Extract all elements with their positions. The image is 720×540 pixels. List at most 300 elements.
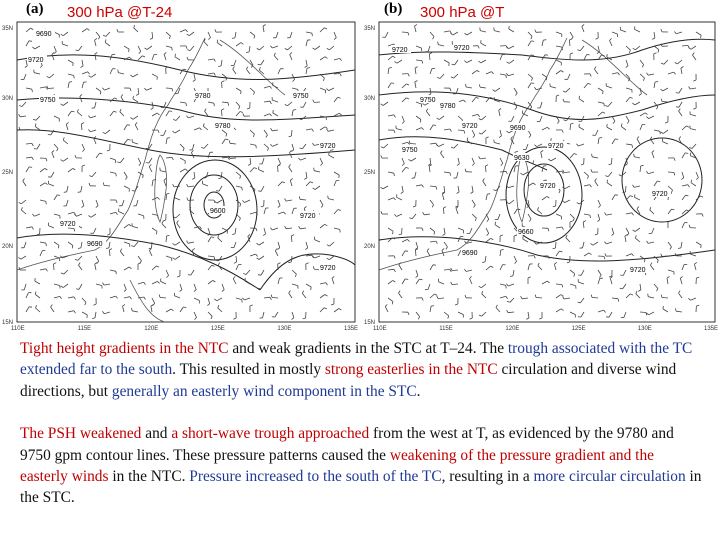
- wind-barb: [509, 200, 514, 204]
- wind-barb-feather: [583, 221, 586, 222]
- wind-barb-feather: [437, 296, 438, 299]
- wind-barb-feather: [32, 157, 34, 160]
- wind-barb: [428, 46, 430, 52]
- wind-barb-feather: [121, 95, 123, 97]
- wind-barb: [458, 116, 463, 120]
- wind-barb-feather: [650, 207, 651, 210]
- wind-barb-feather: [311, 287, 312, 290]
- wind-barb: [20, 116, 26, 117]
- wind-barb-feather: [405, 279, 408, 280]
- wind-barb: [429, 166, 430, 172]
- wind-barb-feather: [609, 164, 612, 165]
- wind-barb: [250, 158, 251, 164]
- wind-barb-feather: [334, 38, 336, 40]
- wind-barb: [444, 31, 450, 32]
- wind-barb-feather: [464, 100, 466, 102]
- wind-barb: [63, 102, 68, 106]
- wind-barb-feather: [479, 61, 481, 63]
- wind-barb-feather: [506, 284, 508, 286]
- wind-barb: [334, 97, 338, 102]
- wind-barb: [598, 112, 603, 116]
- wind-barb-feather: [35, 124, 36, 127]
- wind-barb: [486, 72, 492, 74]
- wind-barb-feather: [559, 190, 560, 193]
- wind-barb-feather: [19, 202, 22, 204]
- wind-barb-feather: [299, 226, 301, 229]
- wind-barb: [606, 214, 612, 215]
- wind-barb-feather: [393, 56, 396, 57]
- wind-barb: [329, 88, 334, 91]
- wind-barb: [332, 278, 334, 284]
- wind-barb: [399, 265, 402, 270]
- wind-barb: [542, 127, 547, 130]
- wind-barb-feather: [473, 135, 475, 137]
- wind-barb: [680, 278, 682, 284]
- wind-barb: [610, 278, 612, 284]
- wind-barb-feather: [157, 197, 159, 199]
- wind-barb: [160, 171, 166, 172]
- wind-barb: [424, 214, 430, 215]
- wind-barb-feather: [576, 144, 578, 146]
- wind-barb-feather: [429, 53, 432, 54]
- wind-barb-feather: [661, 295, 662, 298]
- map-a-wind-barbs: [19, 25, 342, 320]
- wind-barb: [264, 130, 268, 135]
- wind-barb: [481, 43, 486, 46]
- wind-barb: [205, 111, 208, 116]
- wind-barb: [570, 154, 574, 159]
- wind-barb: [272, 130, 278, 131]
- wind-barb: [388, 298, 393, 301]
- wind-barb: [635, 238, 640, 242]
- wind-barb: [175, 256, 180, 259]
- wind-barb: [626, 294, 630, 298]
- lat-label: 30N: [2, 96, 14, 102]
- wind-barb: [466, 270, 472, 272]
- wind-barb-feather: [149, 164, 151, 166]
- wind-barb-feather: [120, 109, 121, 112]
- wind-barb-feather: [670, 247, 672, 250]
- wind-barb: [636, 294, 640, 298]
- wind-barb: [54, 214, 60, 216]
- wind-barb-feather: [207, 304, 209, 306]
- wind-barb-feather: [54, 263, 57, 264]
- wind-barb: [132, 311, 138, 312]
- wind-barb-feather: [183, 307, 186, 308]
- wind-barb: [430, 241, 436, 242]
- wind-barb-feather: [399, 234, 402, 235]
- wind-barb: [430, 265, 433, 270]
- wind-barb-feather: [691, 180, 692, 183]
- wind-barb-feather: [339, 113, 341, 115]
- wind-barb-feather: [124, 290, 126, 292]
- lon-label: 135E: [344, 326, 359, 332]
- wind-barb: [621, 126, 626, 130]
- wind-barb-feather: [233, 276, 235, 278]
- wind-barb-feather: [619, 175, 622, 176]
- wind-barb: [681, 242, 682, 248]
- wind-barb: [334, 181, 336, 187]
- wind-barb-feather: [604, 242, 606, 244]
- wind-barb: [26, 88, 32, 89]
- wind-barb-feather: [291, 235, 294, 236]
- text-segment: The PSH weakened: [20, 425, 142, 443]
- wind-barb-feather: [33, 119, 36, 120]
- wind-barb: [612, 73, 618, 74]
- wind-barb: [334, 228, 340, 230]
- wind-barb: [138, 158, 141, 163]
- wind-barb-feather: [102, 88, 104, 90]
- wind-barb: [234, 60, 236, 66]
- lon-label: 110E: [373, 326, 387, 332]
- wind-barb-feather: [514, 235, 517, 236]
- wind-barb: [334, 58, 340, 60]
- wind-barb-feather: [636, 291, 637, 294]
- wind-barb: [480, 158, 486, 159]
- wind-barb: [682, 223, 685, 228]
- wind-barb-feather: [150, 38, 153, 39]
- wind-barb: [584, 185, 590, 186]
- wind-barb-feather: [40, 66, 42, 68]
- wind-barb: [640, 74, 645, 78]
- wind-barb: [458, 158, 459, 164]
- wind-barb-feather: [326, 283, 328, 286]
- wind-barb-feather: [426, 109, 428, 112]
- wind-barb: [78, 256, 82, 260]
- wind-barb: [291, 130, 292, 136]
- wind-barb-feather: [661, 29, 662, 32]
- wind-barb: [264, 208, 266, 214]
- wind-barb-feather: [416, 276, 418, 278]
- wind-barb: [416, 46, 422, 48]
- wind-barb: [648, 242, 654, 243]
- wind-barb-feather: [465, 33, 467, 35]
- wind-barb-feather: [25, 66, 27, 68]
- wind-barb: [485, 256, 486, 262]
- wind-barb: [35, 46, 40, 49]
- wind-barb: [81, 242, 82, 248]
- wind-barb-feather: [700, 196, 703, 197]
- wind-barb-feather: [603, 91, 604, 94]
- wind-barb: [272, 228, 278, 230]
- wind-barb-feather: [409, 141, 410, 144]
- wind-barb: [441, 153, 445, 158]
- wind-barb: [442, 194, 444, 200]
- wind-barb-feather: [242, 298, 244, 300]
- wind-barb: [402, 167, 406, 172]
- wind-barb: [523, 239, 528, 242]
- wind-barb-feather: [169, 111, 172, 112]
- wind-barb-feather: [607, 180, 608, 183]
- wind-barb: [95, 264, 96, 270]
- wind-barb: [218, 238, 222, 242]
- wind-barb: [466, 87, 472, 88]
- wind-barb: [564, 172, 570, 173]
- wind-barb-feather: [51, 305, 53, 307]
- wind-barb-feather: [601, 55, 604, 56]
- wind-barb-feather: [54, 52, 56, 54]
- wind-barb-feather: [157, 113, 159, 115]
- wind-barb-feather: [241, 91, 242, 94]
- wind-barb-feather: [247, 108, 250, 109]
- wind-barb-feather: [72, 111, 75, 112]
- wind-barb-feather: [211, 237, 214, 238]
- wind-barb: [235, 32, 236, 38]
- wind-barb: [691, 46, 696, 49]
- wind-barb-feather: [688, 298, 690, 300]
- map-b-lat-labels: [364, 26, 375, 326]
- wind-barb: [278, 69, 281, 74]
- wind-barb: [626, 60, 628, 66]
- wind-barb: [152, 228, 157, 231]
- wind-barb: [458, 251, 461, 256]
- wind-barb-feather: [159, 295, 160, 298]
- wind-barb: [81, 186, 82, 192]
- wind-barb: [541, 152, 542, 158]
- wind-barb: [152, 281, 157, 284]
- wind-barb: [486, 194, 487, 200]
- wind-barb-feather: [478, 114, 480, 117]
- wind-barb: [396, 129, 402, 130]
- wind-barb: [328, 199, 334, 200]
- wind-barb: [264, 86, 270, 88]
- contour-label: 9780: [440, 103, 456, 110]
- wind-barb: [110, 172, 116, 173]
- wind-barb-feather: [562, 227, 564, 230]
- wind-barb-feather: [531, 41, 534, 42]
- wind-barb-feather: [61, 160, 63, 162]
- wind-barb-feather: [285, 199, 287, 202]
- wind-barb-feather: [270, 297, 272, 300]
- wind-barb: [329, 256, 334, 260]
- wind-barb: [96, 284, 102, 286]
- wind-barb-feather: [107, 150, 110, 151]
- wind-barb-feather: [131, 118, 134, 120]
- wind-barb: [691, 183, 696, 186]
- wind-barb: [292, 74, 295, 79]
- wind-barb: [663, 88, 668, 91]
- wind-barb: [292, 284, 298, 286]
- wind-barb: [640, 113, 645, 116]
- wind-barb: [472, 97, 476, 102]
- wind-barb: [648, 297, 654, 298]
- wind-barb-feather: [239, 107, 240, 110]
- wind-barb: [556, 71, 561, 75]
- wind-barb: [261, 284, 264, 289]
- wind-barb-feather: [641, 165, 644, 166]
- wind-barb-feather: [521, 173, 523, 175]
- wind-barb-feather: [479, 84, 480, 87]
- wind-barb-feather: [167, 235, 170, 236]
- wind-barb-feather: [394, 269, 395, 272]
- wind-barb: [122, 200, 124, 206]
- text-segment: a short-wave trough approached: [171, 425, 370, 443]
- wind-barb-feather: [415, 24, 417, 26]
- wind-barb: [320, 308, 324, 312]
- wind-barb-feather: [88, 116, 90, 118]
- wind-barb: [37, 144, 40, 149]
- wind-barb-feather: [327, 258, 330, 260]
- wind-barb-feather: [678, 248, 681, 249]
- wind-barb-feather: [21, 207, 22, 210]
- wind-barb-feather: [574, 154, 577, 155]
- wind-barb: [654, 32, 655, 38]
- wind-barb-feather: [646, 117, 648, 119]
- wind-barb-feather: [591, 169, 592, 172]
- wind-barb: [314, 256, 320, 258]
- wind-barb: [236, 172, 241, 176]
- wind-barb-feather: [567, 262, 570, 263]
- wind-barb: [236, 88, 241, 91]
- wind-barb: [92, 172, 96, 177]
- wind-barb: [146, 88, 152, 90]
- wind-barb-feather: [381, 147, 384, 148]
- wind-barb-feather: [689, 86, 691, 89]
- contour-label: 9720: [320, 143, 336, 150]
- wind-barb: [679, 88, 682, 93]
- wind-barb-feather: [313, 188, 316, 190]
- wind-barb: [640, 124, 642, 130]
- wind-barb: [264, 228, 266, 234]
- wind-barb: [592, 297, 598, 298]
- wind-barb: [581, 298, 585, 303]
- wind-barb: [124, 297, 130, 298]
- wind-barb-feather: [75, 259, 78, 260]
- wind-barb-feather: [501, 163, 503, 165]
- wind-barb: [593, 242, 598, 245]
- map-a-lon-labels: [11, 326, 358, 332]
- wind-barb: [598, 102, 604, 103]
- wind-barb-feather: [245, 278, 246, 281]
- wind-barb: [35, 294, 40, 298]
- wind-barb-feather: [596, 38, 599, 39]
- wind-barb-feather: [559, 251, 562, 252]
- map-b-graphic: [362, 0, 720, 332]
- wind-barb: [472, 114, 478, 116]
- wind-barb: [566, 88, 570, 92]
- wind-barb-feather: [579, 124, 580, 127]
- wind-barb-feather: [562, 285, 563, 288]
- contour-label: 9750: [402, 147, 418, 154]
- wind-barb-feather: [254, 92, 255, 95]
- wind-barb: [48, 88, 54, 89]
- wind-barb-feather: [270, 228, 272, 230]
- wind-barb: [485, 166, 486, 172]
- wind-barb: [180, 30, 186, 32]
- wind-barb: [138, 46, 141, 51]
- wind-barb-feather: [133, 96, 134, 99]
- wind-barb-feather: [479, 315, 482, 316]
- wind-barb-feather: [240, 176, 241, 179]
- wind-barb-feather: [31, 28, 34, 30]
- contour-label: 9720: [652, 191, 668, 198]
- wind-barb-feather: [73, 168, 76, 170]
- wind-barb-feather: [394, 130, 395, 133]
- wind-barb-feather: [89, 176, 92, 177]
- wind-barb: [276, 32, 278, 38]
- wind-barb: [635, 228, 640, 232]
- wind-barb: [635, 29, 640, 32]
- wind-barb: [278, 242, 280, 248]
- wind-barb: [68, 212, 74, 214]
- wind-barb-feather: [52, 150, 54, 152]
- wind-barb: [536, 297, 542, 298]
- wind-barb: [36, 308, 41, 312]
- wind-barb: [306, 60, 307, 66]
- wind-barb: [320, 224, 325, 228]
- wind-barb: [582, 26, 584, 32]
- wind-barb-feather: [548, 159, 550, 161]
- wind-barb-feather: [604, 310, 606, 312]
- wind-barb: [263, 26, 264, 32]
- map-b-lon-labels: [373, 326, 718, 332]
- wind-barb-feather: [422, 185, 424, 188]
- wind-barb: [236, 298, 242, 300]
- lon-label: 130E: [637, 326, 652, 332]
- lat-label: 35N: [364, 26, 376, 32]
- wind-barb: [79, 265, 83, 270]
- wind-barb: [68, 311, 74, 312]
- wind-barb: [134, 28, 138, 32]
- wind-barb: [124, 172, 127, 177]
- wind-barb-feather: [674, 32, 676, 34]
- wind-barb: [264, 101, 270, 102]
- wind-barb-feather: [103, 132, 106, 134]
- wind-barb: [302, 144, 306, 149]
- wind-barb-feather: [214, 299, 216, 301]
- wind-barb: [222, 157, 228, 158]
- wind-barb-feather: [57, 195, 60, 196]
- wind-barb: [556, 309, 561, 312]
- wind-barb-feather: [507, 301, 510, 302]
- wind-barb-feather: [60, 296, 62, 298]
- wind-barb-feather: [443, 234, 446, 236]
- wind-barb-feather: [696, 305, 699, 306]
- wind-barb: [598, 214, 600, 220]
- wind-barb: [388, 280, 393, 284]
- wind-barb: [508, 284, 514, 286]
- wind-barb-feather: [486, 137, 489, 138]
- wind-barb-feather: [304, 206, 306, 208]
- wind-barb-feather: [36, 305, 37, 308]
- wind-barb-feather: [630, 294, 633, 295]
- wind-barb-feather: [515, 107, 517, 109]
- wind-barb: [528, 32, 532, 36]
- wind-barb: [67, 186, 68, 192]
- wind-barb-feather: [34, 149, 37, 150]
- wind-barb-feather: [74, 297, 76, 300]
- wind-barb: [598, 270, 601, 275]
- wind-barb: [54, 195, 57, 200]
- wind-barb-feather: [574, 274, 575, 277]
- wind-barb: [542, 40, 543, 46]
- wind-barb: [261, 186, 264, 191]
- wind-barb-feather: [278, 248, 280, 250]
- wind-barb-feather: [436, 187, 437, 190]
- wind-barb-feather: [661, 99, 662, 102]
- wind-barb-feather: [186, 46, 187, 49]
- wind-barb-feather: [167, 275, 169, 277]
- wind-barb: [472, 158, 474, 164]
- wind-barb: [40, 87, 46, 88]
- wind-barb-feather: [457, 192, 460, 194]
- lat-label: 25N: [2, 170, 14, 176]
- wind-barb: [110, 212, 116, 214]
- wind-barb: [315, 186, 320, 190]
- wind-barb-feather: [696, 178, 698, 180]
- panel-b-letter: (b): [384, 1, 403, 17]
- wind-barb: [286, 200, 292, 201]
